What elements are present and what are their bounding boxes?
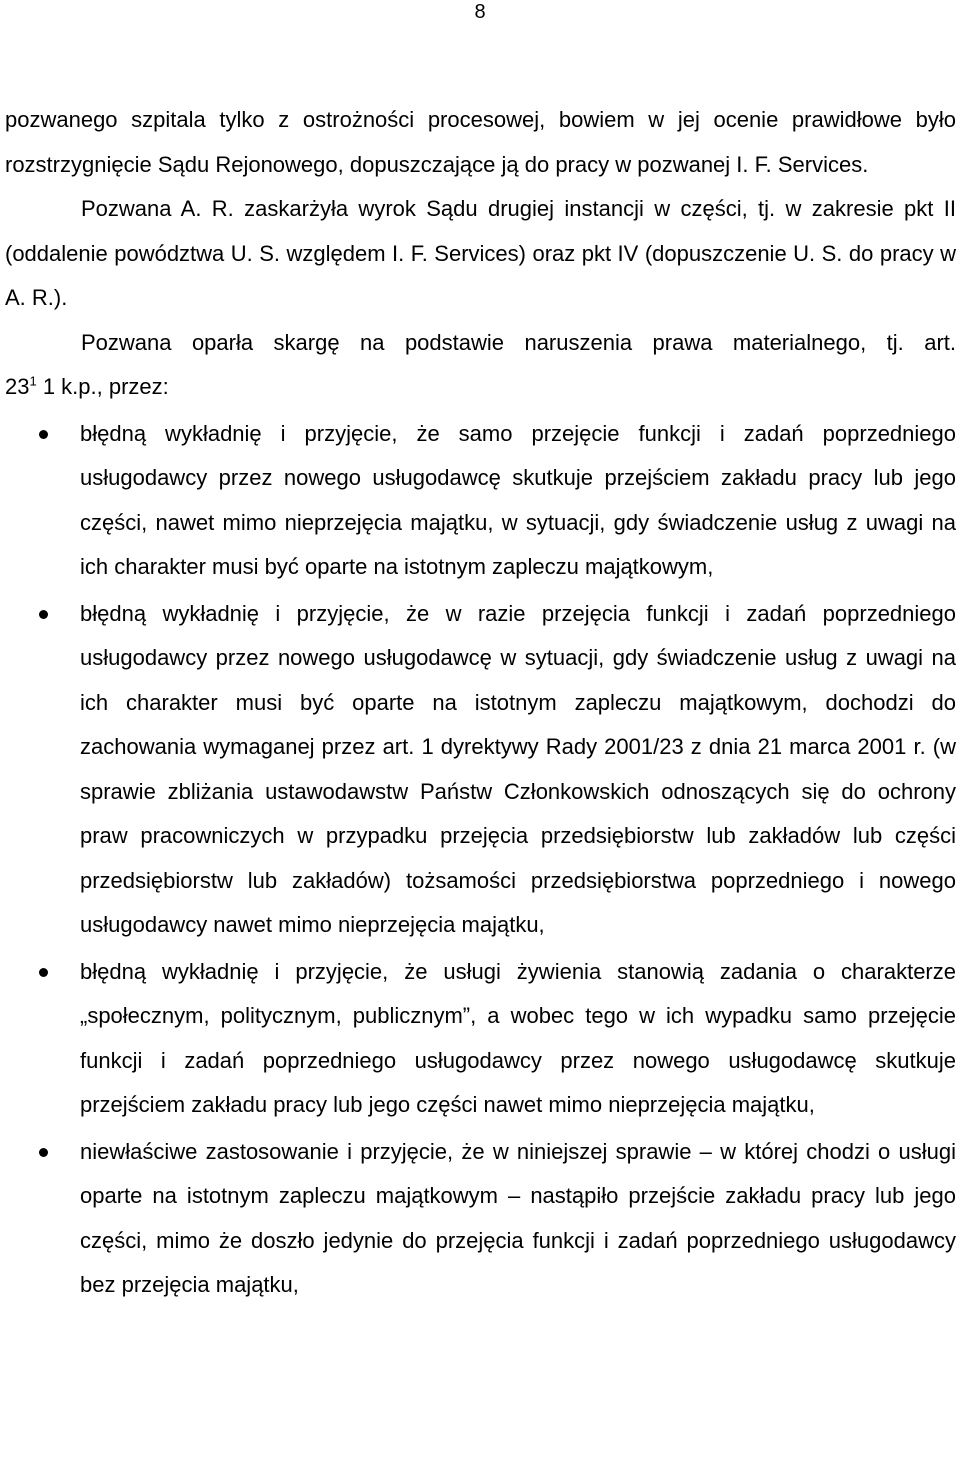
list-item-text: błędną wykładnię i przyjęcie, że usługi żywienia stanowią zadania o charakterze „społecznym, politycznym, publicznym”, a wobec tego w ich wypadku samo przejęcie funkcji i zadań poprzedniego usługodawcy przez nowego usługodawcę skutkuje przejściem zakładu pracy lub jego części nawet mimo nieprzejęcia majątku, — [80, 958, 956, 1117]
list-item — [5, 950, 956, 1128]
paragraph-1: pozwanego szpitala tylko z ostrożności procesowej, bowiem w jej ocenie prawidłowe było rozstrzygnięcie Sądu Rejonowego, dopuszczające ją do pracy w pozwanej I. F. Services. — [5, 107, 956, 177]
article-reference — [5, 365, 956, 410]
document-body — [5, 98, 956, 1308]
list-item-text: błędną wykładnię i przyjęcie, że w razie przejęcia funkcji i zadań poprzedniego usługodawcy przez nowego usługodawcę w sytuacji, gdy świadczenie usług z uwagi na ich charakter musi być oparte na istotnym zapleczu majątkowym, dochodzi do zachowania wymaganej przez art. 1 dyrektywy Rady 2001/23 z dnia 21 marca 2001 r. (w sprawie zbliżania ustawodawstw Państw Członkowskich odnoszących się do ochrony praw pracowniczych w przypadku przejęcia przedsiębiorstw lub zakładów lub części przedsiębiorstw lub zakładów) tożsamości przedsiębiorstwa poprzedniego i nowego usługodawcy nawet mimo nieprzejęcia majątku, — [80, 600, 956, 937]
bullet-icon — [39, 430, 48, 439]
list-item-text: błędną wykładnię i przyjęcie, że samo przejęcie funkcji i zadań poprzedniego usługodawcy przez nowego usługodawcę skutkuje przejściem zakładu pracy lub jego części, nawet mimo nieprzejęcia majątku, w sytuacji, gdy świadczenie usług z uwagi na ich charakter musi być oparte na istotnym zapleczu majątkowym, — [80, 420, 956, 579]
list-item — [5, 412, 956, 590]
bullet-icon — [39, 968, 48, 977]
page-number: 8 — [474, 1, 486, 23]
bullet-icon — [39, 1148, 48, 1157]
objections-list — [5, 412, 956, 1308]
paragraph-2: Pozwana A. R. zaskarżyła wyrok Sądu drugiej instancji w części, tj. w zakresie pkt II (oddalenie powództwa U. S. względem I. F. Services) oraz pkt IV (dopuszczenie U. S. do pracy w A. R.). — [5, 196, 956, 310]
article-superscript: 1 — [29, 373, 37, 389]
list-item — [5, 1130, 956, 1308]
article-number: 23 — [5, 374, 30, 399]
bullet-icon — [39, 610, 48, 619]
paragraph-3: Pozwana oparła skargę na podstawie naruszenia prawa materialnego, tj. art. — [81, 329, 956, 355]
article-rest: 1 k.p., przez: — [36, 374, 169, 399]
list-item-text: niewłaściwe zastosowanie i przyjęcie, że w niniejszej sprawie – w której chodzi o usługi oparte na istotnym zapleczu majątkowym – nastąpiło przejście zakładu pracy lub jego części, mimo że doszło jedynie do przejęcia funkcji i zadań poprzedniego usługodawcy bez przejęcia majątku, — [80, 1138, 956, 1297]
list-item — [5, 592, 956, 948]
